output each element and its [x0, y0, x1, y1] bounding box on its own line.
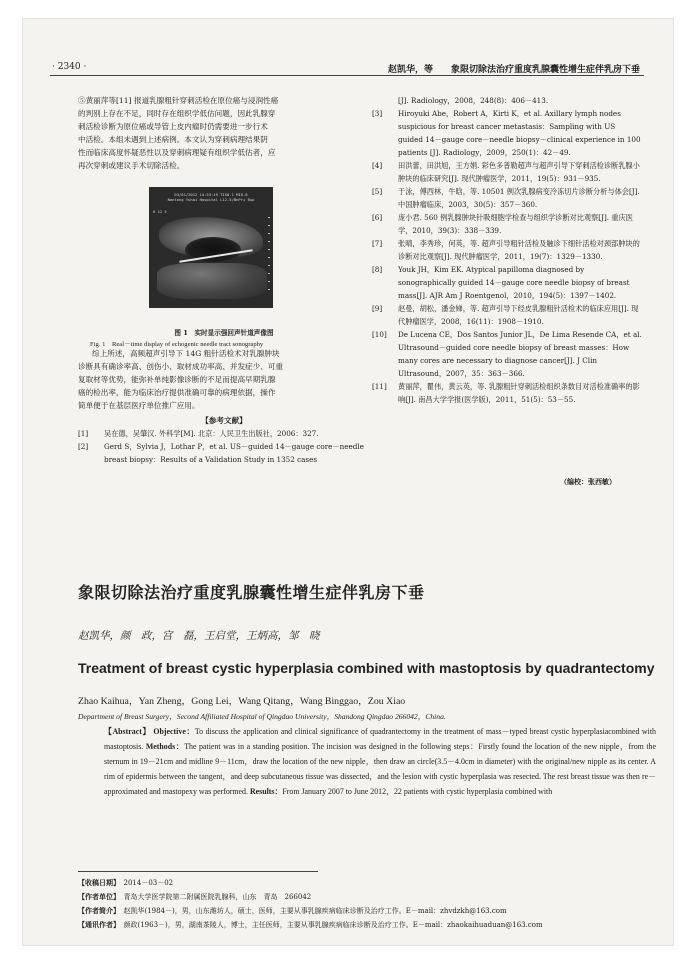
reference-text: 庞小君. 560 例乳腺肿块针吸细胞学检查与组织学诊断对比观察[J]. 重庆医学，2010，39(3)：338－339. — [398, 213, 633, 235]
reference-item — [372, 94, 642, 107]
reference-text: 田洪蕾，田洪旭，王方娟. 彩色多普勒超声与超声引导下穿刺活检诊断乳腺小肿块的临床研究[J]. 现代肿瘤医学，2011，19(5)：931－935. — [398, 161, 640, 183]
text-line: 诊断具有确诊率高、创伤小、取材成功率高、并发症少、可重 — [78, 362, 284, 371]
editor-note: （编校：张西敏） — [560, 477, 616, 486]
deep-tissue-region — [157, 263, 267, 299]
text-line: 再次穿刺或建议手术切除活检。 — [78, 161, 185, 170]
methods-label: Methods： — [145, 742, 185, 751]
reference-item — [372, 107, 642, 159]
page-number: · 2340 · — [52, 62, 87, 72]
objective-label: Objective： — [153, 727, 195, 736]
reference-number: [2] — [78, 442, 89, 451]
footnote-key: 【通讯作者】 — [78, 920, 117, 929]
text-line: 综上所述，高频超声引导下 14G 粗针活检术对乳腺肿块 — [92, 349, 280, 358]
reference-number: [7] — [372, 239, 383, 248]
footnotes — [78, 876, 658, 932]
reference-text: Gerd S，Sylvia J，Lothar P，et al. US－guided 14－gauge core－needle breast biopsy：Results of a Validation Study in 1352 cases — [104, 442, 364, 464]
reference-item — [78, 440, 370, 466]
reference-item — [372, 185, 642, 211]
reference-number: [5] — [372, 187, 383, 196]
reference-number: [3] — [372, 109, 383, 118]
text-line: 复取材等优势，能弥补单纯影像诊断的不足而提高早期乳腺 — [78, 375, 276, 384]
text-line: 性而临床高度怀疑恶性以及穿刺病理疑有组织学低估者，应 — [78, 148, 276, 157]
text-line: 中活检。本组未遇到上述病例。本文认为穿刺病理结果阴 — [78, 135, 268, 144]
reference-text: Youk JH，Kim EK. Atypical papilloma diagnosed by sonographically guided 14－gauge core needle biopsy of breast mass[J]. AJR Am J Roentgenol，2010，194(5)：1397－1402. — [398, 265, 630, 300]
reference-text: 张晴，李秀珍，何英，等. 超声引导粗针活检及触诊下细针活检对颈部肿块的诊断对比观察[J]. 现代肿瘤医学，2011，19(7)：1329－1330. — [398, 239, 640, 261]
reference-item — [372, 237, 642, 263]
right-column-references — [372, 94, 642, 406]
reference-number: [10] — [372, 330, 387, 339]
reference-item — [78, 427, 370, 440]
reference-number: [4] — [372, 161, 383, 170]
figure-caption-cn: 图 1 实时显示强回声针道声像图 — [174, 329, 274, 337]
methods-text: The patient was in a standing position. The incision was designed in the following steps：Firstly found the location of the new nipple，from the sternum in 19－21cm and midline 9－11cm，draw the location of the new nipple，then draw an circle(3.5－4.0cm in diameter) with the original/new nipple as its center. A rim of epidermis between the tangent，and deep subcutaneous tissue was dissected，and the lesion with cystic hyperplasia was resected. The rest breast tissue was then re－approximated and mastopexy was performed. — [104, 742, 657, 796]
reference-text: 黄丽萍，瞿伟，黄云英，等. 乳腺粗针穿刺活检组织条数目对活检准确率的影响[J]. 南昌大学学报(医学版)，2011，51(5)：53－55. — [398, 382, 640, 404]
header-rule — [50, 75, 644, 76]
reference-number: [11] — [372, 382, 387, 391]
footnote-value: 颜政(1963－)，男，湖南茶陵人，博士，主任医师，主要从事乳腺疾病临床诊断及治疗工作。E－mail：zhaokaihuaduan@163.com — [123, 921, 543, 929]
footnote-value: 青岛大学医学院第二附属医院乳腺科，山东 青岛 266042 — [123, 893, 312, 901]
footnote-item — [78, 918, 658, 932]
running-header: 赵凯华，等 象限切除法治疗重度乳腺囊性增生症伴乳房下垂 — [387, 65, 640, 75]
reference-number: [1] — [78, 429, 89, 438]
footnote-rule — [78, 871, 318, 872]
reference-item — [372, 328, 642, 380]
figure-scale: 0 12 5 — [153, 209, 167, 214]
reference-text: 赵曼，胡松，潘金娣，等. 超声引导下经皮乳腺粗针活检术的临床应用[J]. 现代肿瘤医学，2008，16(11)：1908－1910. — [398, 304, 639, 326]
footnote-item — [78, 904, 658, 918]
article-title-cn: 象限切除法治疗重度乳腺囊性增生症伴乳房下垂 — [78, 583, 425, 602]
reference-text: 于泳，傅西林，牛晗，等. 10501 例次乳腺病变冷冻切片诊断分析与体会[J]. 中国肿瘤临床，2003，30(5)：357－360. — [398, 187, 640, 209]
reference-text: [J]. Radiology，2008，248(8)：406－413. — [398, 96, 549, 105]
footnote-item — [78, 876, 658, 890]
overlay-line: 03/01/2012 14:53:19 TIS0.1 MI0.8 — [174, 192, 248, 197]
footnote-key: 【收稿日期】 — [78, 878, 117, 887]
figure-caption-en: Fig. 1 Real－time display of echogenic needle tract sonography — [90, 341, 264, 348]
text-line: ⑤黄丽萍等[11] 报道乳腺粗针穿刺活检在原位癌与浸润性癌 — [78, 96, 279, 105]
reference-number — [372, 94, 398, 107]
reference-item — [372, 211, 642, 237]
abstract — [104, 724, 656, 799]
authors-en: Zhao Kaihua，Yan Zheng，Gong Lei，Wang Qitang，Wang Binggao，Zou Xiao — [78, 696, 406, 707]
results-text: From January 2007 to June 2012，22 patients with cystic hyperplasia combined with — [282, 787, 553, 796]
affiliation: Department of Breast Surgery，Second Affiliated Hospital of Qingdao University，Shandong Qingdao 266042，China. — [78, 712, 446, 721]
text-line: 简单便于在基层医疗单位推广应用。 — [78, 401, 200, 410]
reference-number: [8] — [372, 265, 383, 274]
depth-ticks — [268, 217, 270, 297]
footnote-item — [78, 890, 658, 904]
reference-number: [6] — [372, 213, 383, 222]
article-title-en: Treatment of breast cystic hyperplasia combined with mastoptosis by quadrantectomy — [78, 660, 655, 676]
results-label: Results： — [249, 787, 283, 796]
ultrasound-figure — [149, 187, 273, 308]
objective-text: To discuss the application and clinical significance of quadrantectomy in the treatment of mass－typed breast cystic hyperplasiacombined with mastoptosis. — [104, 727, 656, 751]
reference-item — [372, 380, 642, 406]
left-column-text — [78, 94, 370, 172]
references-title: 【参考文献】 — [201, 416, 247, 425]
reference-number: [9] — [372, 304, 383, 313]
text-line: 刺活检诊断为原位癌或导管上皮内瘤时仍需要进一步行术 — [78, 122, 268, 131]
overlay-line: Nantong Yuhai Hospital L12-5/BnPri Bup — [167, 197, 255, 202]
reference-text: Hiroyuki Abe，Robert A，Kirti K，et al. Axillary lymph nodes suspicious for breast cancer metastasis：Sampling with US guided 14－gauge core－needle biopsy－clinical experience in 100 patients [J]. Radiology，2009，250(1)：42－49. — [398, 109, 641, 157]
abstract-label: 【Abstract】 — [104, 727, 151, 736]
text-line: 的判别上存在不足，同时存在组织学低估问题，因此乳腺穿 — [78, 109, 276, 118]
footnote-key: 【作者简介】 — [78, 906, 117, 915]
figure-overlay-text — [149, 192, 273, 202]
reference-text: 吴在德，吴肇汉. 外科学[M]. 北京：人民卫生出版社，2006：327. — [104, 429, 319, 438]
footnote-value: 赵凯华(1984－)，男，山东潍坊人，硕士，医师，主要从事乳腺疾病临床诊断及治疗工作。E－mail：zhvdzkh@163.com — [123, 907, 507, 915]
left-column-text-2 — [78, 347, 370, 466]
reference-item — [372, 302, 642, 328]
reference-item — [372, 159, 642, 185]
footnote-value: 2014－03－02 — [123, 879, 174, 887]
reference-item — [372, 263, 642, 302]
reference-text: De Lucena CE，Dos Santos Junior JL，De Lima Resende CA，et al. Ultrasound－guided core needle biopsy of breast masses：How many cores are necessary to diagnose cancer[J]. J Clin Ultrasound，2007，35：363－366. — [398, 330, 642, 378]
text-line: 癌的检出率，能为临床治疗提供准确可靠的病理依据，操作 — [78, 388, 276, 397]
authors-cn: 赵凯华，颜 政，宫 磊，王启堂，王炳高，邹 晓 — [78, 630, 320, 642]
footnote-key: 【作者单位】 — [78, 892, 117, 901]
